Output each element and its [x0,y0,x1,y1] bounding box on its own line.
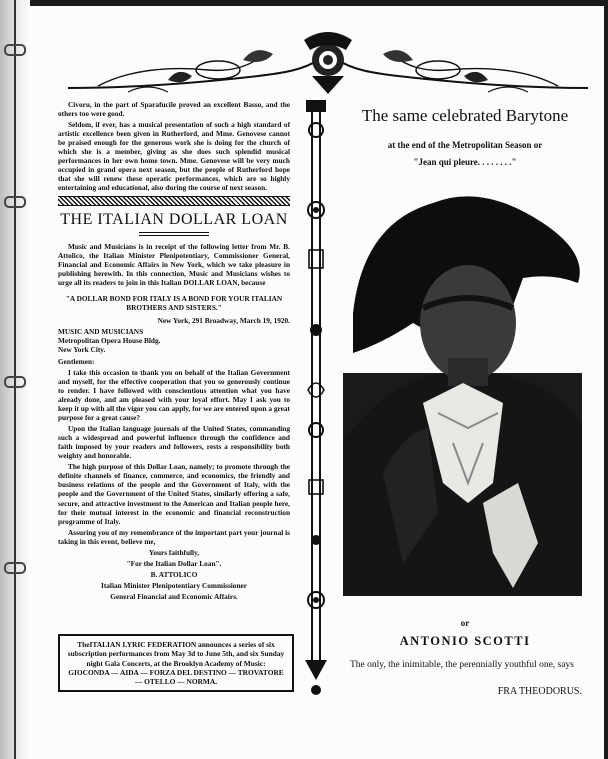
letter-paragraph: Upon the Italian language journals of the United States, commanding such a widespread and powerful influence through the confidence and faith imposed by your readers and followers, rests a responsibility both weighty and honorable. [58,424,290,461]
loan-quote: "A DOLLAR BOND FOR ITALY IS A BOND FOR YOUR ITALIAN BROTHERS AND SISTERS." [65,293,283,312]
right-scan-edge [604,0,608,759]
closing-for: "For the Italian Dollar Loan". [126,558,222,568]
salutation: Gentlemen: [58,356,95,366]
signer-title: General Financial and Economic Affairs. [110,591,238,601]
article-column [58,100,290,603]
section-divider [58,196,290,206]
binding-hook [4,562,26,574]
singer-name: ANTONIO SCOTTI [399,634,531,648]
address-line: New York City. [58,344,106,354]
advert-heading: The same celebrated Barytone [361,106,569,125]
intro-paragraph: Civoru, in the part of Sparafucile proved an excellent Basso, and the others too were good. [58,100,290,119]
lyric-federation-notice [58,634,294,692]
baritone-portrait-photo [343,183,582,596]
address-line: Metropolitan Opera House Bldg. [58,335,161,345]
intro-paragraph: Seldom, if ever, has a musical presentation of such a high standard of artistic excellence been given in Rutherford, and Mme. Genovese cannot be praised enough for the generous work she is doing for the church of which she is a member, giving as she does such splendid musical performances in her own home town. Mme. Genovese will be very much occupied in grand opera next season, but the people of Rutherford hope that she will renew these operatic performances, which are so highly entertaining and educational, also during the course of next season. [58,120,290,193]
closing: Yours faithfully, [148,547,200,557]
advert-subheading: "Jean qui pleure. . . . . . . ." [413,157,517,167]
letter-paragraph: I take this occasion to thank you on behalf of the Italian Government and myself, for the effective cooperation that you so generously continue to render. I have followed with conscientious attention what you have already done, and am pleased with your loyal effort. May I ask you to keep it up with all the vigor you can apply, for we are entered upon a great purpose for a great cause? [58,367,290,423]
letter-address [58,327,290,354]
binding-hook [4,376,26,388]
signer-name: B. ATTOLICO [150,569,198,579]
loan-intro: Music and Musicians is in receipt of the following letter from Mr. B. Attolico, the Italian Minister Plenipotentiary, Commissioner General, Financial and Economic Affairs in New York, which we take pleasure in publishing herewith. In this connection, Music and Musicians wishes to urge all its readers to join in this Italian DOLLAR LOAN, because [58,242,290,288]
advert-tagline: The only, the inimitable, the perennially youthful one, says [350,660,574,670]
title-rule [139,232,209,236]
advert-subheading: at the end of the Metropolitan Season or [387,140,543,150]
art-nouveau-header-ornament-icon [68,30,588,100]
binding-hook [4,44,26,56]
letter-dateline: New York, 291 Broadway, March 19, 1920. [157,315,290,325]
address-line: MUSIC AND MUSICIANS [58,326,144,336]
or-label: or [460,618,470,628]
loan-title: THE ITALIAN DOLLAR LOAN [60,211,288,229]
signer-title: Italian Minister Plenipotentiary Commissioner [101,580,247,590]
notice-text: TheITALIAN LYRIC FEDERATION announces a series of six subscription performances from May 3d to June 5th, and six Sunday night Gala Concerts, at the Brooklyn Academy of Music: GIOCONDA — AIDA — FORZA DEL DESTINO — TROVATORE — OTELLO — NORMA. [67,640,285,686]
binding-hook [4,196,26,208]
ornamental-column-divider-icon [303,100,329,700]
letter-paragraph: The high purpose of this Dollar Loan, namely; to promote through the definite channels of finance, commerce, and economics, the friendly and business relations of the people and the Government of Italy, with the people and the Government of the United States, similarly offering a safe, secure, and attractive investment to the American and Italian people here, for their mutual interest in the economic and financial reconstruction programme of Italy. [58,462,290,526]
advert-signature: FRA THEODORUS. [497,686,582,697]
binding-edge [0,0,30,759]
top-scan-edge [30,0,608,6]
letter-paragraph: Assuring you of my remembrance of the important part your journal is taking in this event, believe me, [58,527,290,546]
